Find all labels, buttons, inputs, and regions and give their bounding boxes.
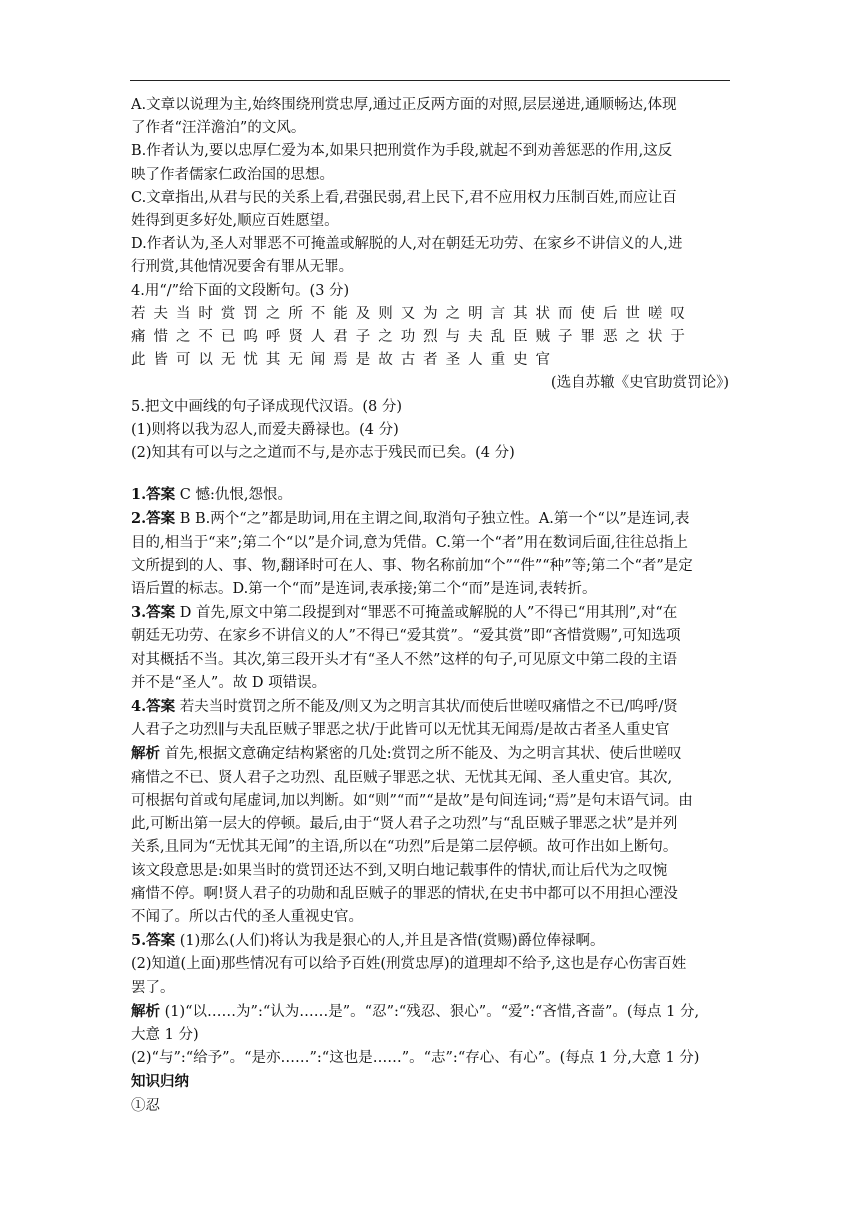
- answer-text: 人君子之功烈∥与夫乱臣贼子罪恶之状/于此皆可以无忧其无闻焉/是故古者圣人重史官: [131, 722, 670, 739]
- document-body: [131, 94, 729, 1118]
- answer-1: [131, 483, 729, 507]
- answer-label: 5.答案: [131, 932, 176, 950]
- answer-label: 3.答案: [131, 604, 176, 622]
- option-line: B.作者认为,要以忠厚仁爱为本,如果只把刑赏作为手段,就起不到劝善惩恶的作用,这反: [131, 143, 673, 160]
- question-5-sentence-2: (2)知其有可以与之之道而不与,是亦志于残民而已矣。(4 分): [131, 445, 515, 462]
- question-5-sentence-1: (1)则将以我为忍人,而爱夫爵禄也。(4 分): [131, 421, 399, 438]
- answer-label: 2.答案: [131, 510, 176, 528]
- answer-text: 罢了。: [131, 979, 175, 996]
- option-line: A.文章以说理为主,始终围绕刑赏忠厚,通过正反两方面的对照,层层递进,通顺畅达,体现: [131, 97, 677, 113]
- answer-text: 对其概括不当。其次,第三段开头才有“圣人不然”这样的句子,可见原文中第二段的主语: [131, 651, 678, 668]
- analysis-text: 此,可断出第一层大的停顿。最后,由于“贤人君子之功烈”与“乱臣贼子罪恶之状”是并列: [131, 816, 678, 833]
- answer-label: 1.答案: [131, 486, 176, 504]
- passage-source: (选自苏辙《史官助赏罚论》): [550, 375, 729, 392]
- answer-3: [131, 601, 729, 695]
- answer-text: C 憾:仇恨,怨恨。: [175, 487, 292, 504]
- punctuation-passage-line: 此皆可以无忧其无闻焉是故古者圣人重史官: [131, 352, 559, 369]
- option-line: 了作者“汪洋澹泊”的文风。: [131, 120, 306, 137]
- answer-text: B B.两个“之”都是助词,用在主谓之间,取消句子独立性。A.第一个“以”是连词,表: [175, 511, 690, 528]
- answer-text: 目的,相当于“来”;第二个“以”是介词,意为凭借。C.第一个“者”用在数词后面,往往总指上: [131, 534, 688, 551]
- question-4-prompt: 4.用“/”给下面的文段断句。(3 分): [131, 282, 350, 299]
- section-gap: [131, 465, 729, 483]
- header-rule: [130, 80, 730, 81]
- answer-2: [131, 507, 729, 601]
- option-line: 映了作者儒家仁政治国的思想。: [131, 166, 334, 183]
- answer-text: 若夫当时赏罚之所不能及/则又为之明言其状/而使后世嗟叹痛惜之不已/呜呼/贤: [175, 699, 678, 716]
- analysis-text: 不闻了。所以古代的圣人重视史官。: [131, 908, 363, 925]
- option-list: [131, 94, 729, 280]
- answer-text: 语后置的标志。D.第一个“而”是连词,表承接;第二个“而”是连词,表转折。: [131, 581, 597, 598]
- answer-text: 文所提到的人、事、物,翻译时可在人、事、物名称前加“个”“件”“种”等;第二个“者”是定: [131, 557, 693, 574]
- knowledge-item: ①忍: [131, 1097, 160, 1114]
- analysis-text: 该文段意思是:如果当时的赏罚还达不到,又明白地记载事件的情状,而让后代为之叹惋: [131, 862, 668, 879]
- option-line: 姓得到更多好处,顺应百姓愿望。: [131, 213, 339, 230]
- analysis-text: 痛惜之不已、贤人君子之功烈、乱臣贼子罪恶之状、无忧其无闻、圣人重史官。其次,: [131, 769, 673, 786]
- answer-text: 并不是“圣人”。故 D 项错误。: [131, 674, 327, 691]
- punctuation-passage-line: 痛惜之不已呜呼贤人君子之功烈与夫乱臣贼子罪恶之状于: [131, 329, 693, 346]
- analysis-label: 解析: [131, 745, 160, 763]
- analysis-text: 大意 1 分): [131, 1026, 199, 1043]
- analysis-text: 可根据句首或句尾虚词,加以判断。如“则”“而”“是故”是句间连词;“焉”是句末语气词。由: [131, 792, 693, 809]
- analysis-text: 首先,根据文意确定结构紧密的几处:赏罚之所不能及、为之明言其状、使后世嗟叹: [160, 746, 682, 763]
- analysis-text: 关系,且同为“无忧其无闻”的主语,所以在“功烈”后是第二层停顿。故可作出如上断句。: [131, 839, 678, 856]
- question-5-prompt: 5.把文中画线的句子译成现代汉语。(8 分): [131, 398, 402, 415]
- knowledge-title: 知识归纳: [131, 1073, 189, 1091]
- analysis-label: 解析: [131, 1002, 160, 1020]
- analysis-text: (2)“与”:“给予”。“是亦……”:“这也是……”。“志”:“存心、有心”。(每点 1 分,大意 1 分): [131, 1050, 700, 1067]
- answer-label: 4.答案: [131, 698, 176, 716]
- option-line: C.文章指出,从君与民的关系上看,君强民弱,君上民下,君不应用权力压制百姓,而应让百: [131, 189, 677, 206]
- answer-text: D 首先,原文中第二段提到对“罪恶不可掩盖或解脱的人”不得已“用其刑”,对“在: [175, 605, 678, 622]
- answer-text: (2)知道(上面)那些情况有可以给予百姓(刑赏忠厚)的道理却不给予,这也是存心伤害百姓: [131, 956, 687, 973]
- answer-4: [131, 695, 729, 929]
- analysis-text: (1)“以……为”:“认为……是”。“忍”:“残忍、狠心”。“爱”:“吝惜,吝啬”。(每点 1 分,: [160, 1003, 700, 1020]
- answer-text: 朝廷无功劳、在家乡不讲信义的人”不得已“爱其赏”。“爱其赏”即“吝惜赏赐”,可知选项: [131, 628, 681, 645]
- analysis-text: 痛惜不停。啊!贤人君子的功勋和乱臣贼子的罪恶的情状,在史书中都可以不用担心湮没: [131, 885, 678, 902]
- answer-text: (1)那么(人们)将认为我是狠心的人,并且是吝惜(赏赐)爵位俸禄啊。: [175, 933, 605, 950]
- punctuation-passage-line: 若夫当时赏罚之所不能及则又为之明言其状而使后世嗟叹: [131, 305, 693, 322]
- answer-5: [131, 929, 729, 1070]
- option-line: D.作者认为,圣人对罪恶不可掩盖或解脱的人,对在朝廷无功劳、在家乡不讲信义的人,进: [131, 236, 683, 253]
- option-line: 行刑赏,其他情况要舍有罪从无罪。: [131, 259, 354, 276]
